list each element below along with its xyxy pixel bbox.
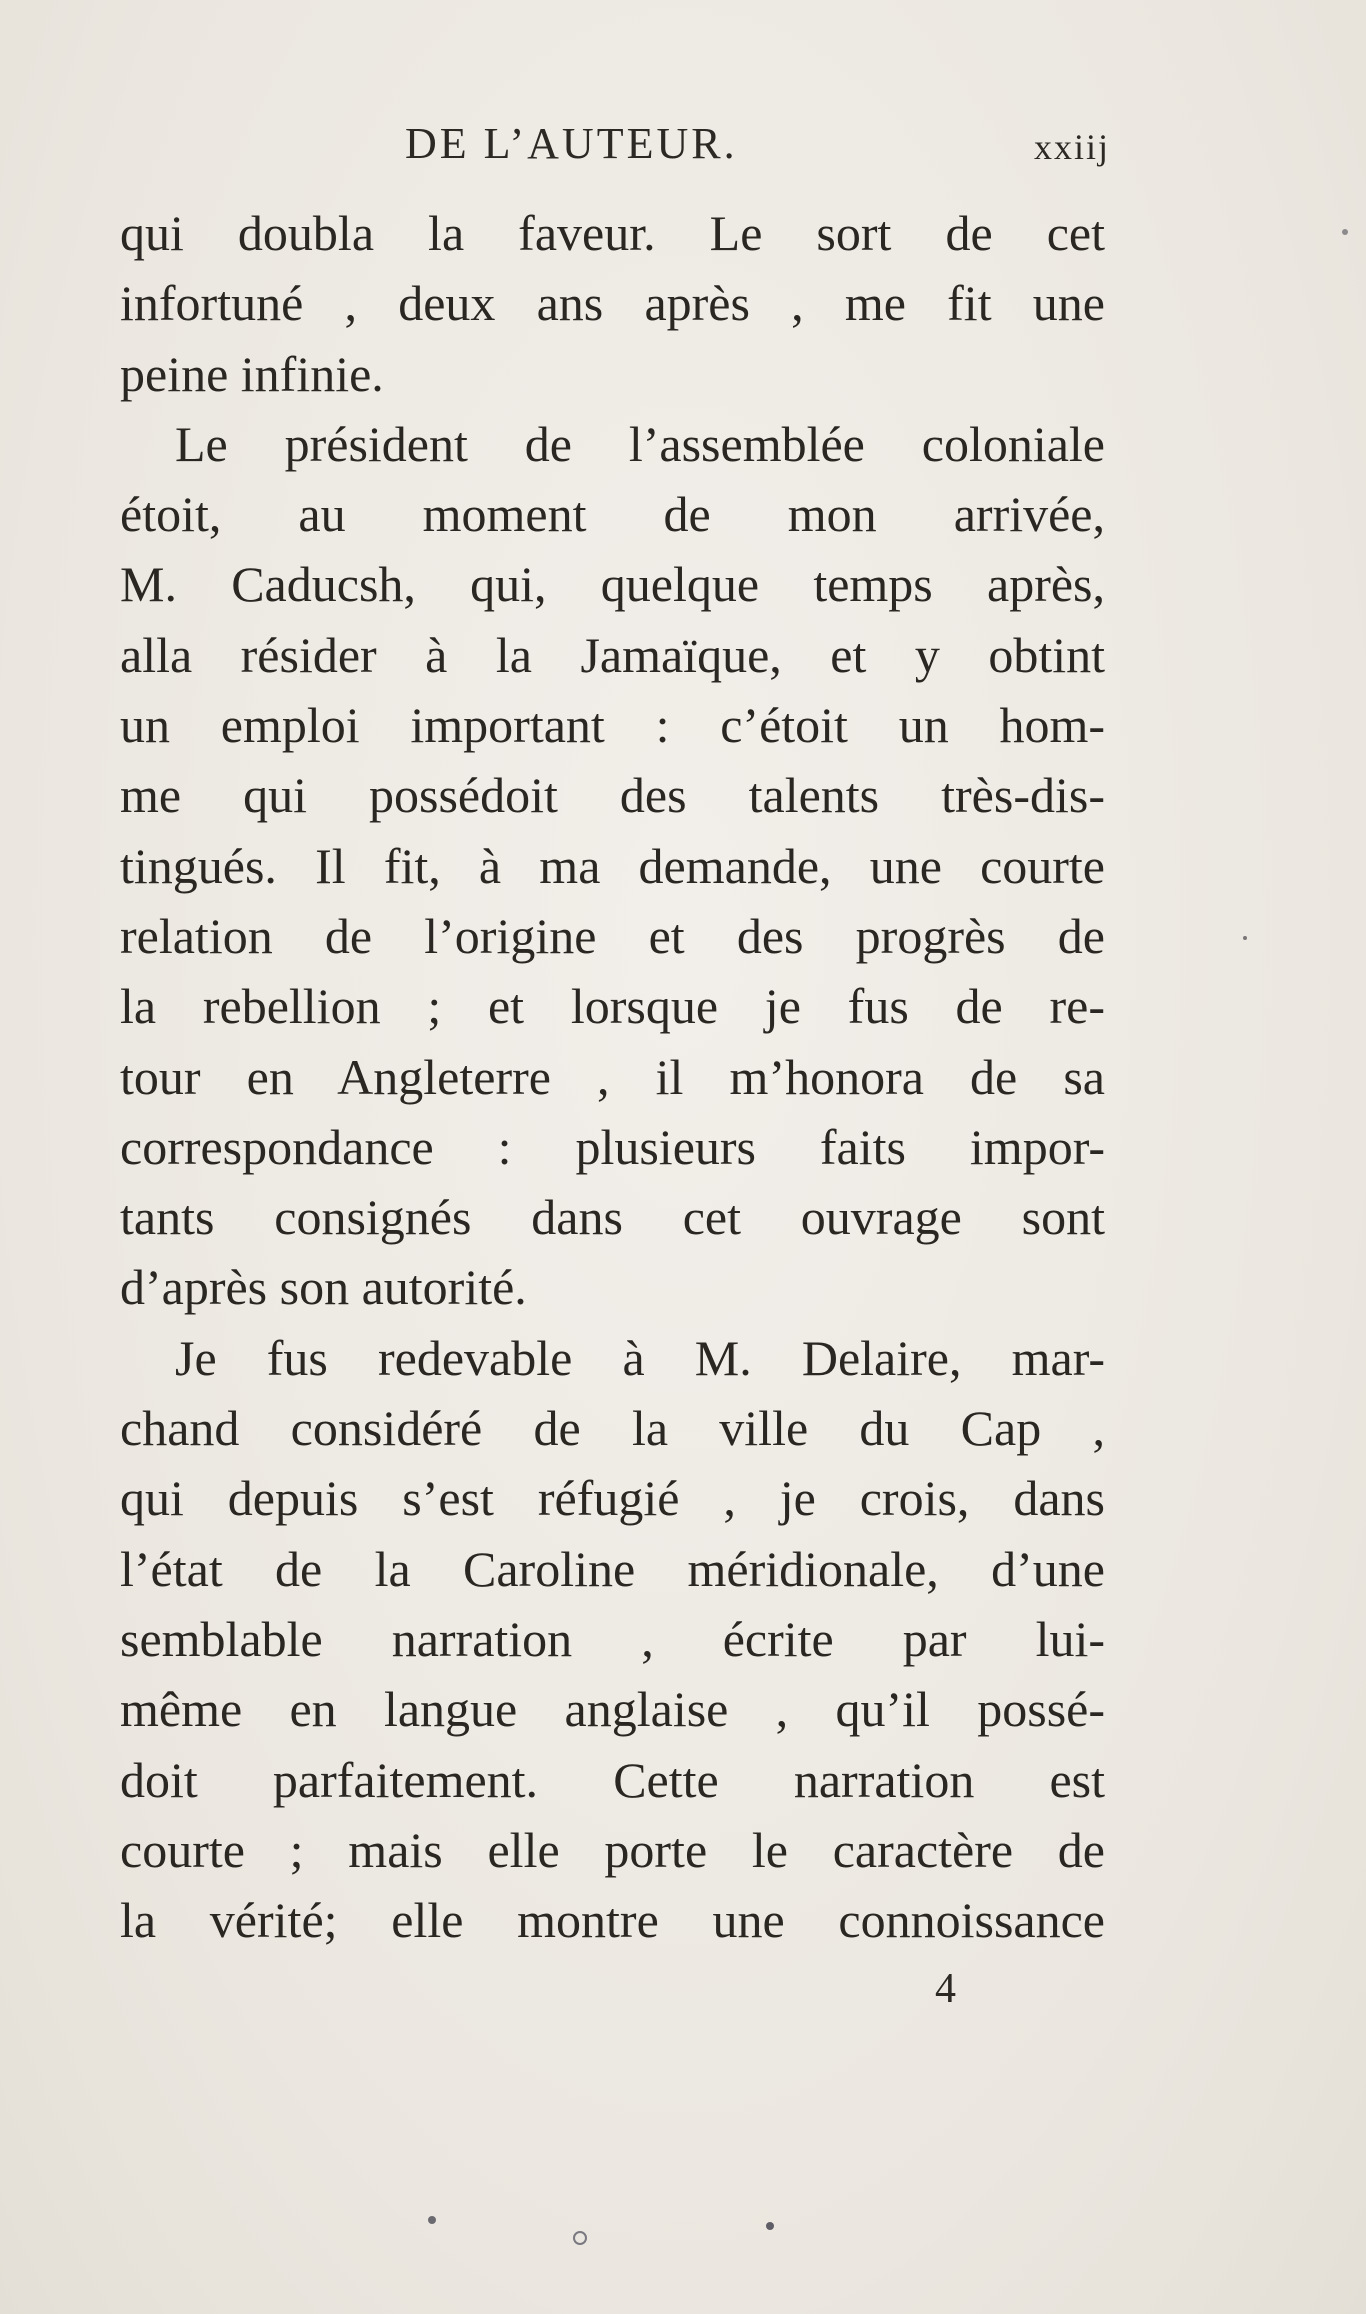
text-line: semblable narration , écrite par lui- — [120, 1610, 1105, 1667]
text-line: un emploi important : c’étoit un hom- — [120, 697, 1105, 754]
page-number: xxiij — [1033, 127, 1110, 167]
text-line: même en langue anglaise , qu’il possé- — [120, 1681, 1105, 1738]
text-line: qui depuis s’est réfugié , je crois, dans — [120, 1470, 1105, 1527]
speck-mark — [428, 2216, 436, 2224]
text-line: qui doubla la faveur. Le sort de cet — [120, 205, 1105, 261]
text-line: tingués. Il fit, à ma demande, une courte — [120, 837, 1105, 894]
running-head: DE L’AUTEUR. — [405, 119, 738, 168]
text-line: M. Caducsh, qui, quelque temps après, — [120, 556, 1105, 613]
text-line: alla résider à la Jamaïque, et y obtint — [120, 626, 1105, 683]
text-line: relation de l’origine et des progrès de — [120, 907, 1105, 964]
text-line: étoit, au moment de mon arrivée, — [120, 486, 1105, 543]
speck-mark — [574, 2232, 586, 2244]
text-line: tour en Angleterre , il m’honora de sa — [120, 1048, 1105, 1105]
paragraph-start-line: Le président de l’assemblée coloniale — [175, 415, 1105, 472]
speck-mark — [1342, 229, 1348, 235]
text-line: tants consignés dans cet ouvrage sont — [120, 1189, 1105, 1246]
signature-mark: 4 — [935, 1966, 956, 2012]
text-line: l’état de la Caroline méridionale, d’une — [120, 1540, 1105, 1597]
text-line: infortuné , deux ans après , me fit une — [120, 275, 1105, 332]
speck-mark — [766, 2222, 774, 2230]
text-line: me qui possédoit des talents très-dis- — [120, 767, 1105, 824]
speck-mark — [1243, 936, 1247, 940]
text-line: peine infinie. — [120, 345, 384, 402]
text-line: la vérité; elle montre une connoissance — [120, 1892, 1105, 1949]
text-line: chand considéré de la ville du Cap , — [120, 1400, 1105, 1457]
text-line: doit parfaitement. Cette narration est — [120, 1751, 1105, 1808]
text-line: la rebellion ; et lorsque je fus de re- — [120, 978, 1105, 1035]
paragraph-start-line: Je fus redevable à M. Delaire, mar- — [175, 1329, 1105, 1386]
text-line: correspondance : plusieurs faits impor- — [120, 1118, 1105, 1175]
text-line: d’après son autorité. — [120, 1259, 527, 1316]
text-line: courte ; mais elle porte le caractère de — [120, 1821, 1105, 1878]
